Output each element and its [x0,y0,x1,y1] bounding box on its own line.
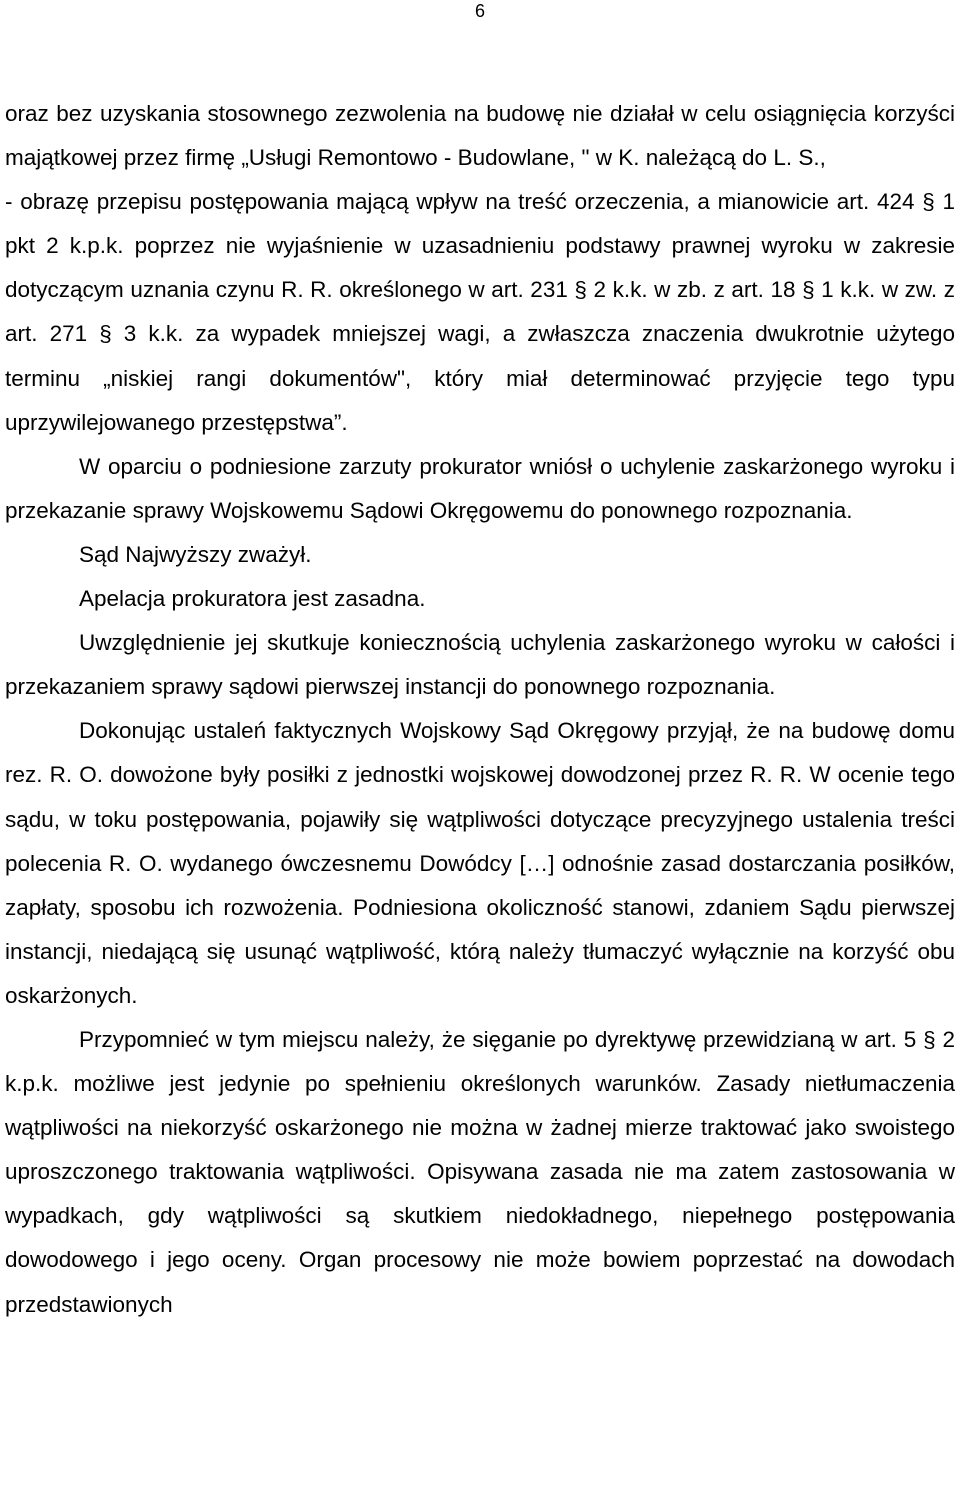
paragraph-7: Dokonując ustaleń faktycznych Wojskowy Sąd Okręgowy przyjął, że na budowę domu rez. R. O. dowożone były posiłki z jednostki wojskowej dowodzonej przez R. R. W ocenie tego sądu, w toku postępowania, pojawiły się wątpliwości dotyczące precyzyjnego ustalenia treści polecenia R. O. wydanego ówczesnemu Dowódcy […] odnośnie zasad dostarczania posiłków, zapłaty, sposobu ich rozwożenia. Podniesiona okoliczność stanowi, zdaniem Sądu pierwszej instancji, niedającą się usunąć wątpliwość, którą należy tłumaczyć wyłącznie na korzyść obu oskarżonych. [5,718,955,1008]
paragraph-5: Apelacja prokuratora jest zasadna. [79,586,426,612]
paragraph-6: Uwzględnienie jej skutkuje koniecznością uchylenia zaskarżonego wyroku w całości i przekazaniem sprawy sądowi pierwszej instancji do ponownego rozpoznania. [5,630,955,700]
paragraph-4: Sąd Najwyższy zważył. [79,541,312,567]
paragraph-8: Przypomnieć w tym miejscu należy, że sięganie po dyrektywę przewidzianą w art. 5 § 2 k.p.k. możliwe jest jedynie po spełnieniu określonych warunków. Zasady nietłumaczenia wątpliwości na niekorzyść oskarżonego nie można w żadnej mierze traktować jako swoistego uproszczonego traktowania wątpliwości. Opisywana zasada nie ma zatem zastosowania w wypadkach, gdy wątpliwości są skutkiem niedokładnego, niepełnego postępowania dowodowego i jego oceny. Organ procesowy nie może bowiem poprzestać na dowodach przedstawionych [5,1026,955,1317]
page-number: 6 [474,1,485,21]
paragraph-3: W oparciu o podniesione zarzuty prokurator wniósł o uchylenie zaskarżonego wyroku i przekazanie sprawy Wojskowemu Sądowi Okręgowemu do ponownego rozpoznania. [5,453,955,523]
document-body [5,92,955,1327]
paragraph-1: oraz bez uzyskania stosownego zezwolenia na budowę nie działał w celu osiągnięcia korzyści majątkowej przez firmę „Usługi Remontowo - Budowlane, " w K. należącą do L. S., [5,101,955,171]
paragraph-2: - obrazę przepisu postępowania mającą wpływ na treść orzeczenia, a mianowicie art. 424 § 1 pkt 2 k.p.k. poprzez nie wyjaśnienie w uzasadnieniu podstawy prawnej wyroku w zakresie dotyczącym uznania czynu R. R. określonego w art. 231 § 2 k.k. w zb. z art. 18 § 1 k.k. w zw. z art. 271 § 3 k.k. za wypadek mniejszej wagi, a zwłaszcza znaczenia dwukrotnie użytego terminu „niskiej rangi dokumentów", który miał determinować przyjęcie tego typu uprzywilejowanego przestępstwa”. [5,189,955,435]
